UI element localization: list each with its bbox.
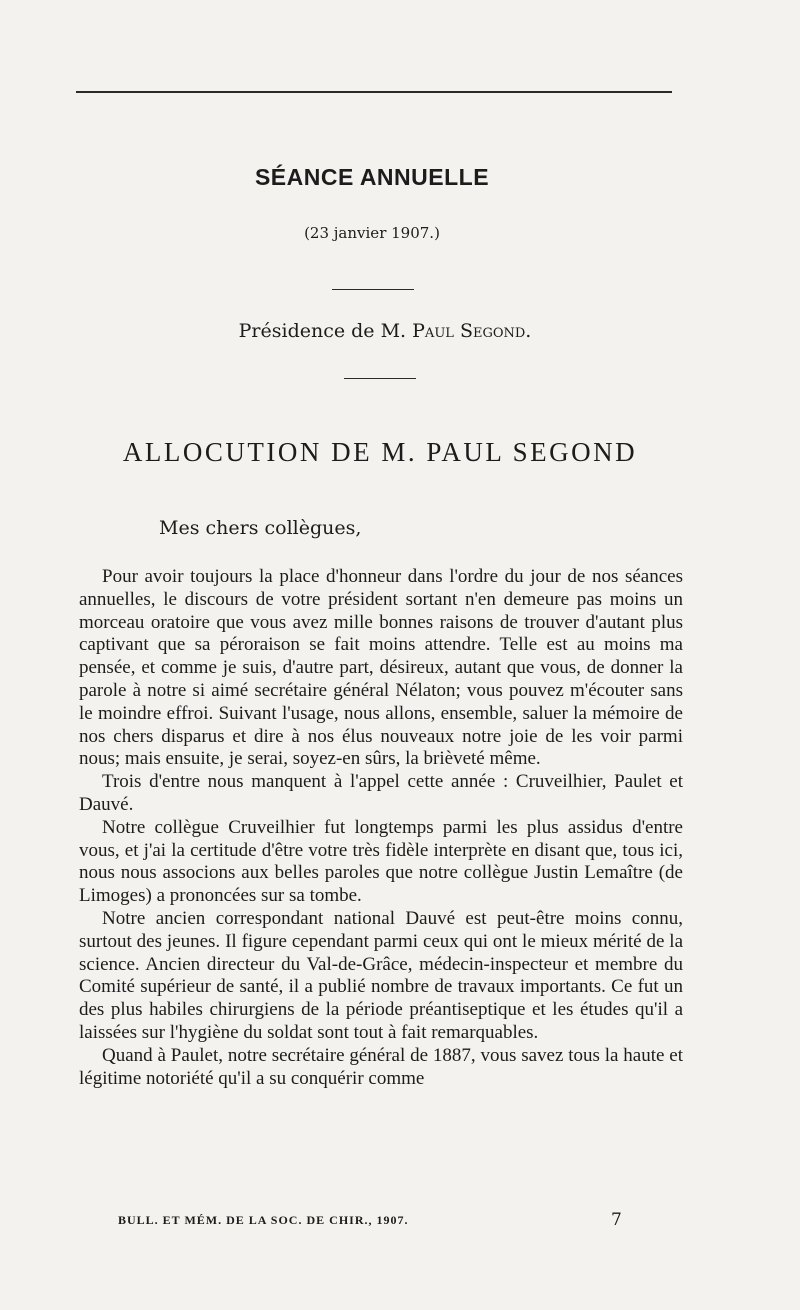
- separator-rule: [332, 289, 414, 290]
- separator-rule: [344, 378, 416, 379]
- paragraph: Notre collègue Cruveilhier fut longtemps parmi les plus assidus d'entre vous, et j'ai la certitude d'être votre très fidèle interprète en disant que, tous ici, nous nous associons aux belles paroles que notre collègue Justin Lemaître (de Limoges) a prononcées sur sa tombe.: [79, 816, 683, 907]
- seance-title: SÉANCE ANNUELLE: [254, 164, 490, 190]
- body-text: [79, 566, 683, 1090]
- paragraph: Trois d'entre nous manquent à l'appel cette année : Cruveilhier, Paulet et Dauvé.: [79, 771, 683, 815]
- president-name: Paul Segond: [412, 320, 526, 342]
- salutation: Mes chers collègues,: [159, 517, 362, 539]
- top-rule: [76, 91, 672, 93]
- paragraph: Quand à Paulet, notre secrétaire général de 1887, vous savez tous la haute et légitime notoriété qu'il a su conquérir comme: [79, 1044, 683, 1089]
- presidence-suffix: .: [525, 320, 532, 342]
- paragraph: Pour avoir toujours la place d'honneur dans l'ordre du jour de nos séances annuelles, le discours de votre président sortant n'en demeure pas moins un morceau oratoire que vous avez mille bonnes raisons de trouver d'autant plus captivant que sa péroraison se fait moins attendre. Telle est au moins ma pensée, et comme je suis, d'autre part, désireux, autant que vous, de donner la parole à notre si aimé secrétaire général Nélaton; vous pouvez m'écouter sans le moindre effroi. Suivant l'usage, nous allons, ensemble, saluer la mémoire de nos chers disparus et dire à nos élus nouveaux notre joie de les voir parmi nous; mais ensuite, je serai, soyez-en sûrs, la brièveté même.: [79, 566, 683, 770]
- presidence-line: [0, 320, 770, 342]
- page-number: 7: [611, 1210, 622, 1230]
- journal-reference: BULL. ET MÉM. DE LA SOC. DE CHIR., 1907.: [118, 1213, 409, 1227]
- paragraph: Notre ancien correspondant national Dauvé est peut-être moins connu, surtout des jeunes. Il figure cependant parmi ceux qui ont le mieux mérité de la science. Ancien directeur du Val-de-Grâce, médecin-inspecteur et membre du Comité supérieur de santé, il a publié nombre de travaux importants. Ce fut un des plus habiles chirurgiens de la période préantiseptique et les études qu'il a laissées sur l'hygiène du soldat sont tout à fait remarquables.: [79, 907, 683, 1043]
- section-heading: ALLOCUTION DE M. PAUL SEGOND: [122, 437, 638, 467]
- presidence-prefix: Présidence de M.: [238, 320, 413, 342]
- seance-date: (23 janvier 1907.): [304, 224, 440, 242]
